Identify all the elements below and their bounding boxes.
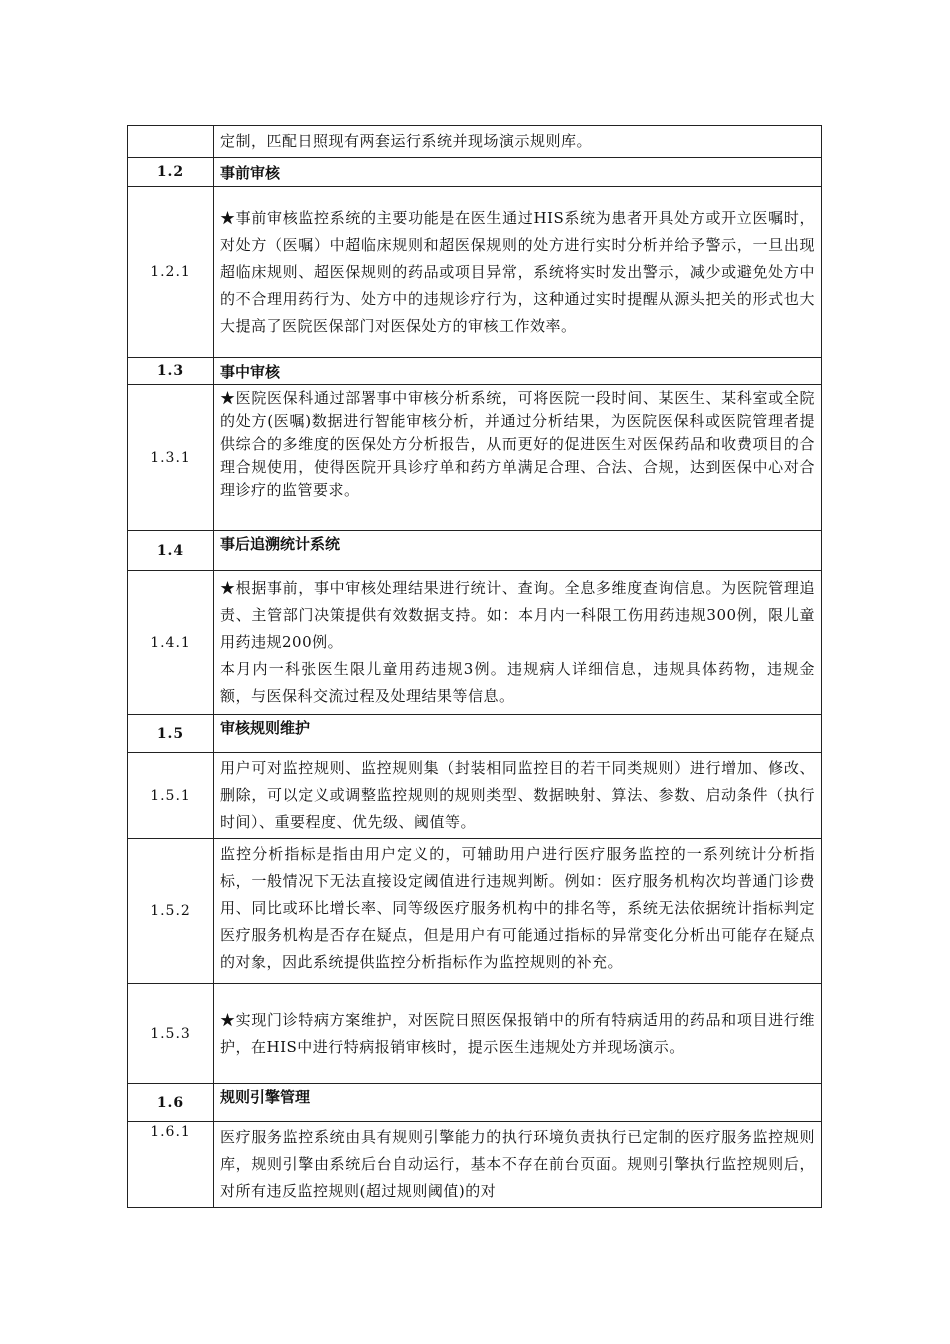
row-text: 监控分析指标是指由用户定义的，可辅助用户进行医疗服务监控的一系列统计分析指标，一般情况下无法直接设定阈值进行违规判断。例如：医疗服务机构次均普通门诊费用、同比或环比增长率、同等级医疗服务机构中的排名等，系统无法依据统计指标判定医疗服务机构是否存在疑点，但是用户有可能通过指标的异常变化分析出可能存在疑点的对象，因此系统提供监控分析指标作为监控规则的补充。	[214, 839, 822, 984]
section-title: 事前审核	[214, 158, 822, 187]
row-text	[214, 571, 822, 715]
row-text: 用户可对监控规则、监控规则集（封装相同监控目的若干同类规则）进行增加、修改、删除，可以定义或调整监控规则的规则类型、数据映射、算法、参数、启动条件（执行时间）、重要程度、优先级、阈值等。	[214, 753, 822, 839]
spec-table	[127, 125, 822, 1208]
row-number: 1.5.3	[128, 984, 214, 1084]
row-text: 医疗服务监控系统由具有规则引擎能力的执行环境负责执行已定制的医疗服务监控规则库，规则引擎由系统后台自动运行，基本不存在前台页面。规则引擎执行监控规则后，对所有违反监控规则(超过规则阈值)的对	[214, 1122, 822, 1208]
section-row	[128, 531, 822, 571]
section-number: 1.5	[128, 715, 214, 753]
table-row	[128, 753, 822, 839]
section-title: 事后追溯统计系统	[214, 531, 822, 571]
row-text: ★医院医保科通过部署事中审核分析系统，可将医院一段时间、某医生、某科室或全院的处方(医嘱)数据进行智能审核分析，并通过分析结果，为医院医保科或医院管理者提供综合的多维度的医保处方分析报告，从而更好的促进医生对医保药品和收费项目的合理合规使用，使得医院开具诊疗单和药方单满足合理、合法、合规，达到医保中心对合理诊疗的监管要求。	[214, 385, 822, 531]
row-number: 1.6.1	[128, 1122, 214, 1208]
row-number	[128, 126, 214, 158]
row-number: 1.4.1	[128, 571, 214, 715]
section-number: 1.3	[128, 358, 214, 385]
section-title: 规则引擎管理	[214, 1084, 822, 1122]
table-row	[128, 984, 822, 1084]
row-number: 1.3.1	[128, 385, 214, 531]
row-text: ★实现门诊特病方案维护，对医院日照医保报销中的所有特病适用的药品和项目进行维护，在HIS中进行特病报销审核时，提示医生违规处方并现场演示。	[214, 984, 822, 1084]
row-text-paragraph: ★根据事前，事中审核处理结果进行统计、查询。全息多维度查询信息。为医院管理追责、主管部门决策提供有效数据支持。如：本月内一科限工伤用药违规300例，限儿童用药违规200例。	[220, 579, 815, 651]
row-text: 定制，匹配日照现有两套运行系统并现场演示规则库。	[214, 126, 822, 158]
section-row	[128, 358, 822, 385]
section-number: 1.6	[128, 1084, 214, 1122]
section-row	[128, 1084, 822, 1122]
table-row	[128, 385, 822, 531]
section-row	[128, 715, 822, 753]
table-row	[128, 187, 822, 358]
table-row	[128, 1122, 822, 1208]
section-number: 1.4	[128, 531, 214, 571]
row-number: 1.5.1	[128, 753, 214, 839]
section-title: 审核规则维护	[214, 715, 822, 753]
section-number: 1.2	[128, 158, 214, 187]
section-title: 事中审核	[214, 358, 822, 385]
row-text: ★事前审核监控系统的主要功能是在医生通过HIS系统为患者开具处方或开立医嘱时，对处方（医嘱）中超临床规则和超医保规则的处方进行实时分析并给予警示，一旦出现超临床规则、超医保规则的药品或项目异常，系统将实时发出警示，减少或避免处方中的不合理用药行为、处方中的违规诊疗行为，这种通过实时提醒从源头把关的形式也大大提高了医院医保部门对医保处方的审核工作效率。	[214, 187, 822, 358]
row-number: 1.5.2	[128, 839, 214, 984]
row-text-paragraph: 本月内一科张医生限儿童用药违规3例。违规病人详细信息，违规具体药物，违规金额，与医保科交流过程及处理结果等信息。	[220, 660, 815, 705]
row-number: 1.2.1	[128, 187, 214, 358]
table-row	[128, 571, 822, 715]
section-row	[128, 158, 822, 187]
table-row	[128, 839, 822, 984]
table-row	[128, 126, 822, 158]
